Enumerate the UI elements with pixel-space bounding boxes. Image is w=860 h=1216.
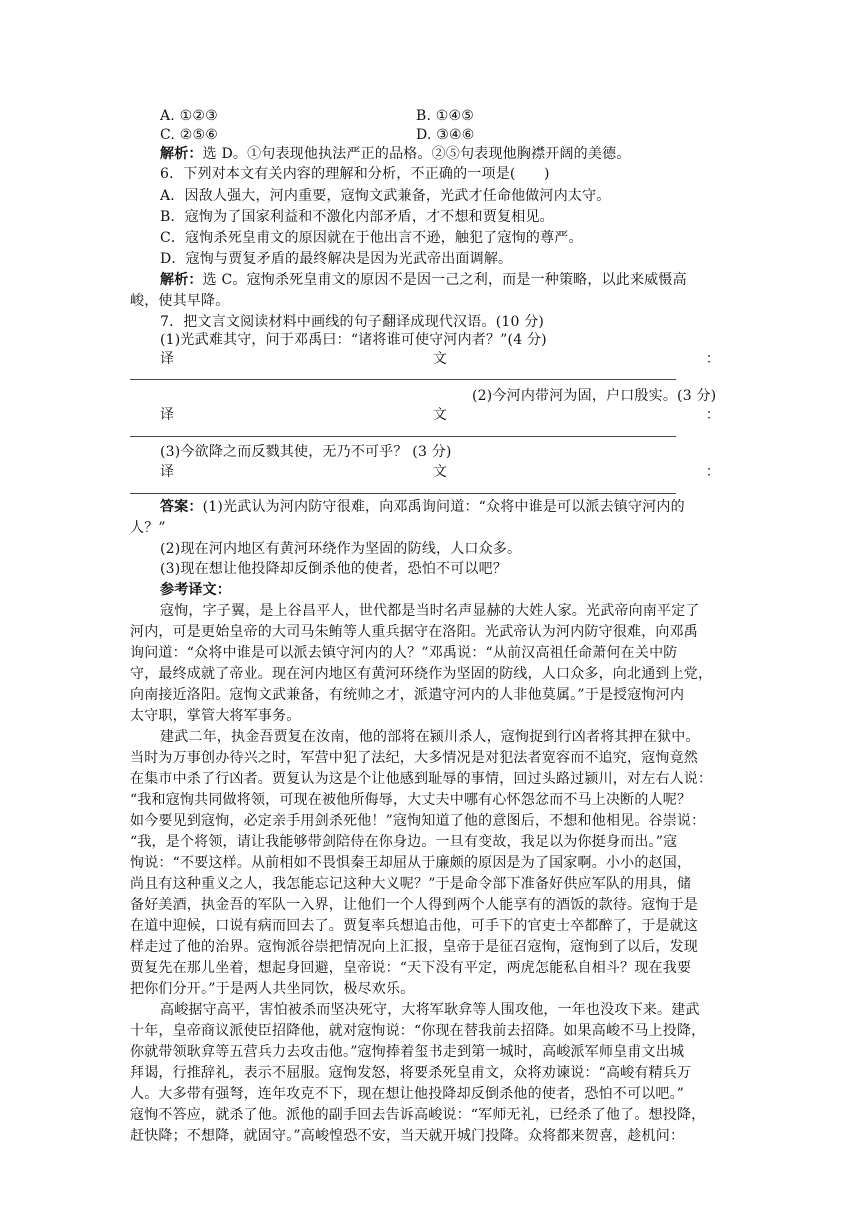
translation-line: 寇恂，字子翼，是上谷昌平人，世代都是当时名声显赫的大姓人家。光武帝向南平定了 — [160, 603, 700, 619]
q6-analysis-cont: 峻，使其早降。 — [130, 293, 230, 309]
translate-line-3 — [160, 462, 720, 482]
answer-3: (3)现在想让他投降却反倒杀他的使者，恐怕不可以吧？ — [160, 561, 508, 577]
q7-sentence-3: (3)今欲降之而反戮其使，无乃不可乎？ (3 分) — [160, 444, 452, 460]
analysis-q5 — [160, 144, 630, 164]
translation-line: “我和寇恂共同做将领，可现在被他所侮辱，大丈夫中哪有心怀怨忿而不马上决断的人呢？ — [130, 792, 692, 808]
option-b: B. ①④⑤ — [416, 108, 475, 124]
answer-1 — [160, 497, 685, 517]
wen-label: 文 — [432, 464, 448, 480]
yi-label: 译 — [160, 464, 175, 480]
translate-line-1 — [160, 349, 720, 369]
translation-line: 询问道：“众将中谁是可以派去镇守河内的人？”邓禹说：“从前汉高祖任命萧何在关中防 — [130, 645, 678, 661]
translation-line: 贾复先在那儿坐着，想起身回避，皇帝说：“天下没有平定，两虎怎能私自相斗？现在我要 — [130, 960, 692, 976]
translation-line: 太守职，掌管大将军事务。 — [130, 708, 301, 724]
q7-stem: 7．把文言文阅读材料中画线的句子翻译成现代汉语。(10 分) — [160, 314, 545, 330]
option-c: C. ②⑤⑥ — [160, 127, 218, 143]
yi-label: 译 — [160, 351, 175, 367]
answer-text: (1)光武认为河内防守很难，向邓禹询问道：“众将中谁是可以派去镇守河内的 — [202, 499, 685, 515]
translation-line: 在道中迎候，口说有病而回去了。贾复率兵想追击他，可手下的官吏士卒都醉了，于是就这 — [130, 918, 698, 934]
translation-line: 拜谒，行推辞礼，表示不屈服。寇恂发怒，将要杀死皇甫文，众将劝谏说：“高峻有精兵万 — [130, 1065, 692, 1081]
translation-line: 河内，可是更始皇帝的大司马朱鲔等人重兵据守在洛阳。光武帝认为河内防守很难，向邓禹 — [130, 624, 698, 640]
answer-line-3 — [130, 493, 676, 494]
translation-line: 把你们分开。”于是两人共坐同饮，极尽欢乐。 — [130, 981, 415, 997]
translation-line: 当时为万事创办待兴之时，军营中犯了法纪，大多情况是对犯法者宽容而不追究，寇恂竟然 — [130, 750, 698, 766]
translate-line-2 — [160, 405, 720, 425]
translation-line: 尚且有这种重义之人，我怎能忘记这种大义呢？”于是命令部下准备好供应军队的用具，储 — [130, 876, 692, 892]
answer-1-cont: 人？” — [130, 520, 166, 536]
q6-analysis — [160, 270, 687, 290]
translation-label: 参考译文： — [160, 582, 231, 598]
analysis-label: 解析： — [160, 272, 203, 288]
q6-option-b: B．寇恂为了国家利益和不激化内部矛盾，才不想和贾复相见。 — [160, 209, 554, 225]
answer-2: (2)现在河内地区有黄河环绕作为坚固的防线，人口众多。 — [160, 541, 522, 557]
answer-line-1 — [130, 379, 676, 380]
translation-line: 十年，皇帝商议派使臣招降他，就对寇恂说：“你现在替我前去招降。如果高峻不马上投降， — [130, 1023, 706, 1039]
translation-line: 赶快降；不想降，就固守。”高峻惶恐不安，当天就开城门投降。众将都来贺喜，趁机问： — [130, 1128, 685, 1144]
translation-line: 守，最终成就了帝业。现在河内地区有黄河环绕作为坚固的防线，人口众多，向北通到上党， — [130, 666, 713, 682]
colon: ： — [705, 351, 720, 367]
option-a: A. ①②③ — [160, 108, 218, 124]
answer-line-2 — [130, 436, 676, 437]
wen-label: 文 — [432, 351, 448, 367]
colon: ： — [705, 464, 720, 480]
colon: ： — [705, 407, 720, 423]
translation-line: 寇恂不答应，就杀了他。派他的副手回去告诉高峻说：“军师无礼，已经杀了他了。想投降， — [130, 1107, 706, 1123]
analysis-text: 选 C。寇恂杀死皇甫文的原因不是因一己之利，而是一种策略，以此来威慑高 — [202, 272, 687, 288]
translation-line: 你就带领耿弇等五营兵力去攻击他。”寇恂捧着玺书走到第一城时，高峻派军师皇甫文出城 — [130, 1044, 685, 1060]
q7-sentence-1: (1)光武难其守，问于邓禹曰：“诸将谁可使守河内者？”(4 分) — [160, 332, 547, 348]
q7-sentence-2: (2)今河内带河为固，户口殷实。(3 分) — [472, 388, 717, 404]
q6-option-c: C．寇恂杀死皇甫文的原因就在于他出言不逊，触犯了寇恂的尊严。 — [160, 230, 583, 246]
translation-line: 高峻据守高平，害怕被杀而坚决死守，大将军耿弇等人围攻他，一年也没攻下来。建武 — [160, 1002, 700, 1018]
yi-label: 译 — [160, 407, 175, 423]
answer-label: 答案： — [160, 499, 203, 515]
translation-line: 如今要见到寇恂，必定亲手用剑杀死他！”寇恂知道了他的意图后，不想和他相见。谷崇说： — [130, 813, 706, 829]
q6-option-a: A．因敌人强大，河内重要，寇恂文武兼备，光武才任命他做河内太守。 — [160, 188, 611, 204]
translation-line: 在集市中杀了行凶者。贾复认为这是个让他感到耻辱的事情，回过头路过颍川，对左右人说： — [130, 771, 713, 787]
wen-label: 文 — [432, 407, 448, 423]
analysis-label: 解析： — [160, 146, 203, 162]
translation-line: “我，是个将领，请让我能够带剑陪侍在你身边。一旦有变故，我足以为你挺身而出。”寇 — [130, 834, 678, 850]
translation-line: 备好美酒，执金吾的军队一入界，让他们一个人得到两个人能享有的酒饭的款待。寇恂于是 — [130, 897, 698, 913]
translation-line: 向南接近洛阳。寇恂文武兼备，有统帅之才，派遣守河内的人非他莫属。”于是授寇恂河内 — [130, 687, 685, 703]
q6-option-d: D．寇恂与贾复矛盾的最终解决是因为光武帝出面调解。 — [160, 251, 513, 267]
analysis-text: 选 D。①句表现他执法严正的品格。②⑤句表现他胸襟开阔的美德。 — [202, 146, 631, 162]
translation-line: 样走过了他的治界。寇恂派谷崇把情况向上汇报，皇帝于是征召寇恂，寇恂到了以后，发现 — [130, 939, 698, 955]
translation-line: 建武二年，执金吾贾复在汝南，他的部将在颍川杀人，寇恂捉到行凶者将其押在狱中。 — [160, 729, 700, 745]
option-d: D. ③④⑥ — [416, 127, 475, 143]
translation-line: 人。大多带有强弩，连年攻克不下，现在想让他投降却反倒杀他的使者，恐怕不可以吧。” — [130, 1086, 685, 1102]
q6-stem: 6．下列对本文有关内容的理解和分析，不正确的一项是( ) — [160, 166, 550, 182]
translation-line: 恂说：“不要这样。从前相如不畏惧秦王却屈从于廉颇的原因是为了国家啊。小小的赵国， — [130, 855, 692, 871]
